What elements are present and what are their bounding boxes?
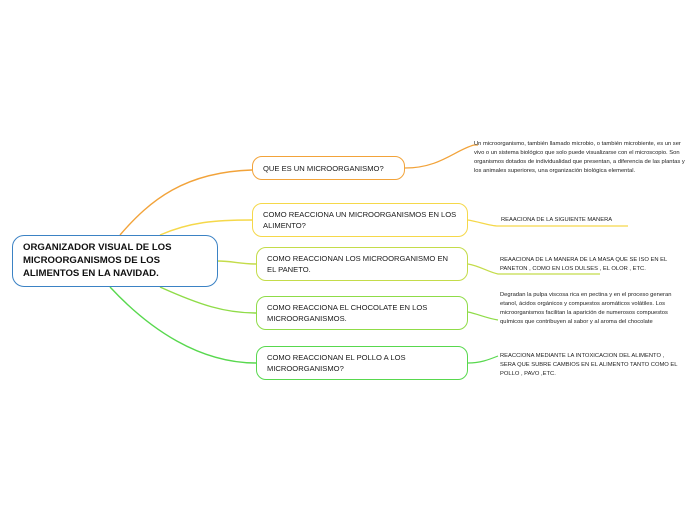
topic-reaccion-pollo[interactable] [256,346,468,380]
topic-label: QUE ES UN MICROORGANISMO? [263,163,384,173]
topic-label: COMO REACCIONAN EL POLLO A LOS MICROORGANISMO? [267,353,406,373]
topic-label: COMO REACCIONA EL CHOCOLATE EN LOS MICROORGANISMOS. [267,303,428,323]
connector-topic-3 [218,261,256,264]
topic-label: COMO REACCIONAN LOS MICROORGANISMO EN EL PANETO. [267,254,449,274]
connector-note-1 [405,145,478,168]
connector-topic-2 [160,220,252,235]
note-reaccion-pollo: REACCIONA MEDIANTE LA INTOXICACION DEL ALIMENTO , SERA QUE SUBRE CAMBIOS EN EL ALIMENTO TANTO COMO EL POLLO , PAVO ,ETC. [500,353,678,377]
note-que-es-microorganismo: Un microorganismo, también llamado microbio, o también microbiente, es un ser vivo o un sistema biológico que solo puede visualizarse con el microscopio. Son organismos dotados de individualidad que presentan, a diferencia de las plantas y los animales superiores, una organización biológica elemental. [474,141,685,174]
note-reaccion-chocolate: Degradan la pulpa viscosa rica en pectina y en el proceso generan etanol, ácidos orgánicos y compuestos aromáticos volátiles. Los microorganismos facilitan la aparición de numerosos compuestos químicos que contribuyen al sabor y al aroma del chocolate [500,292,672,325]
note-reaccion-paneton: REAACIONA DE LA MANERA DE LA MASA QUE SE ISO EN EL PANETON , COMO EN LOS DULSES , EL OLOR , ETC. [500,257,667,272]
topic-reaccion-chocolate[interactable] [256,296,468,330]
connector-topic-4 [160,287,256,313]
topic-reaccion-paneton[interactable] [256,247,468,281]
note-reaccion-alimentos: REAACIONA DE LA SIGUIENTE MANERA [501,217,613,223]
connector-topic-5 [110,287,256,363]
central-topic-label: ORGANIZADOR VISUAL DE LOS MICROORGANISMOS DE LOS ALIMENTOS EN LA NAVIDAD. [23,242,172,279]
connector-note-5 [468,356,498,363]
topic-label: COMO REACCIONA UN MICROORGANISMOS EN LOS ALIMENTO? [263,210,457,230]
central-topic[interactable] [12,235,218,287]
topic-que-es-microorganismo[interactable] [252,156,405,180]
connector-topic-1 [120,170,252,235]
topic-reaccion-alimentos[interactable] [252,203,468,237]
connector-note-4 [468,312,498,320]
